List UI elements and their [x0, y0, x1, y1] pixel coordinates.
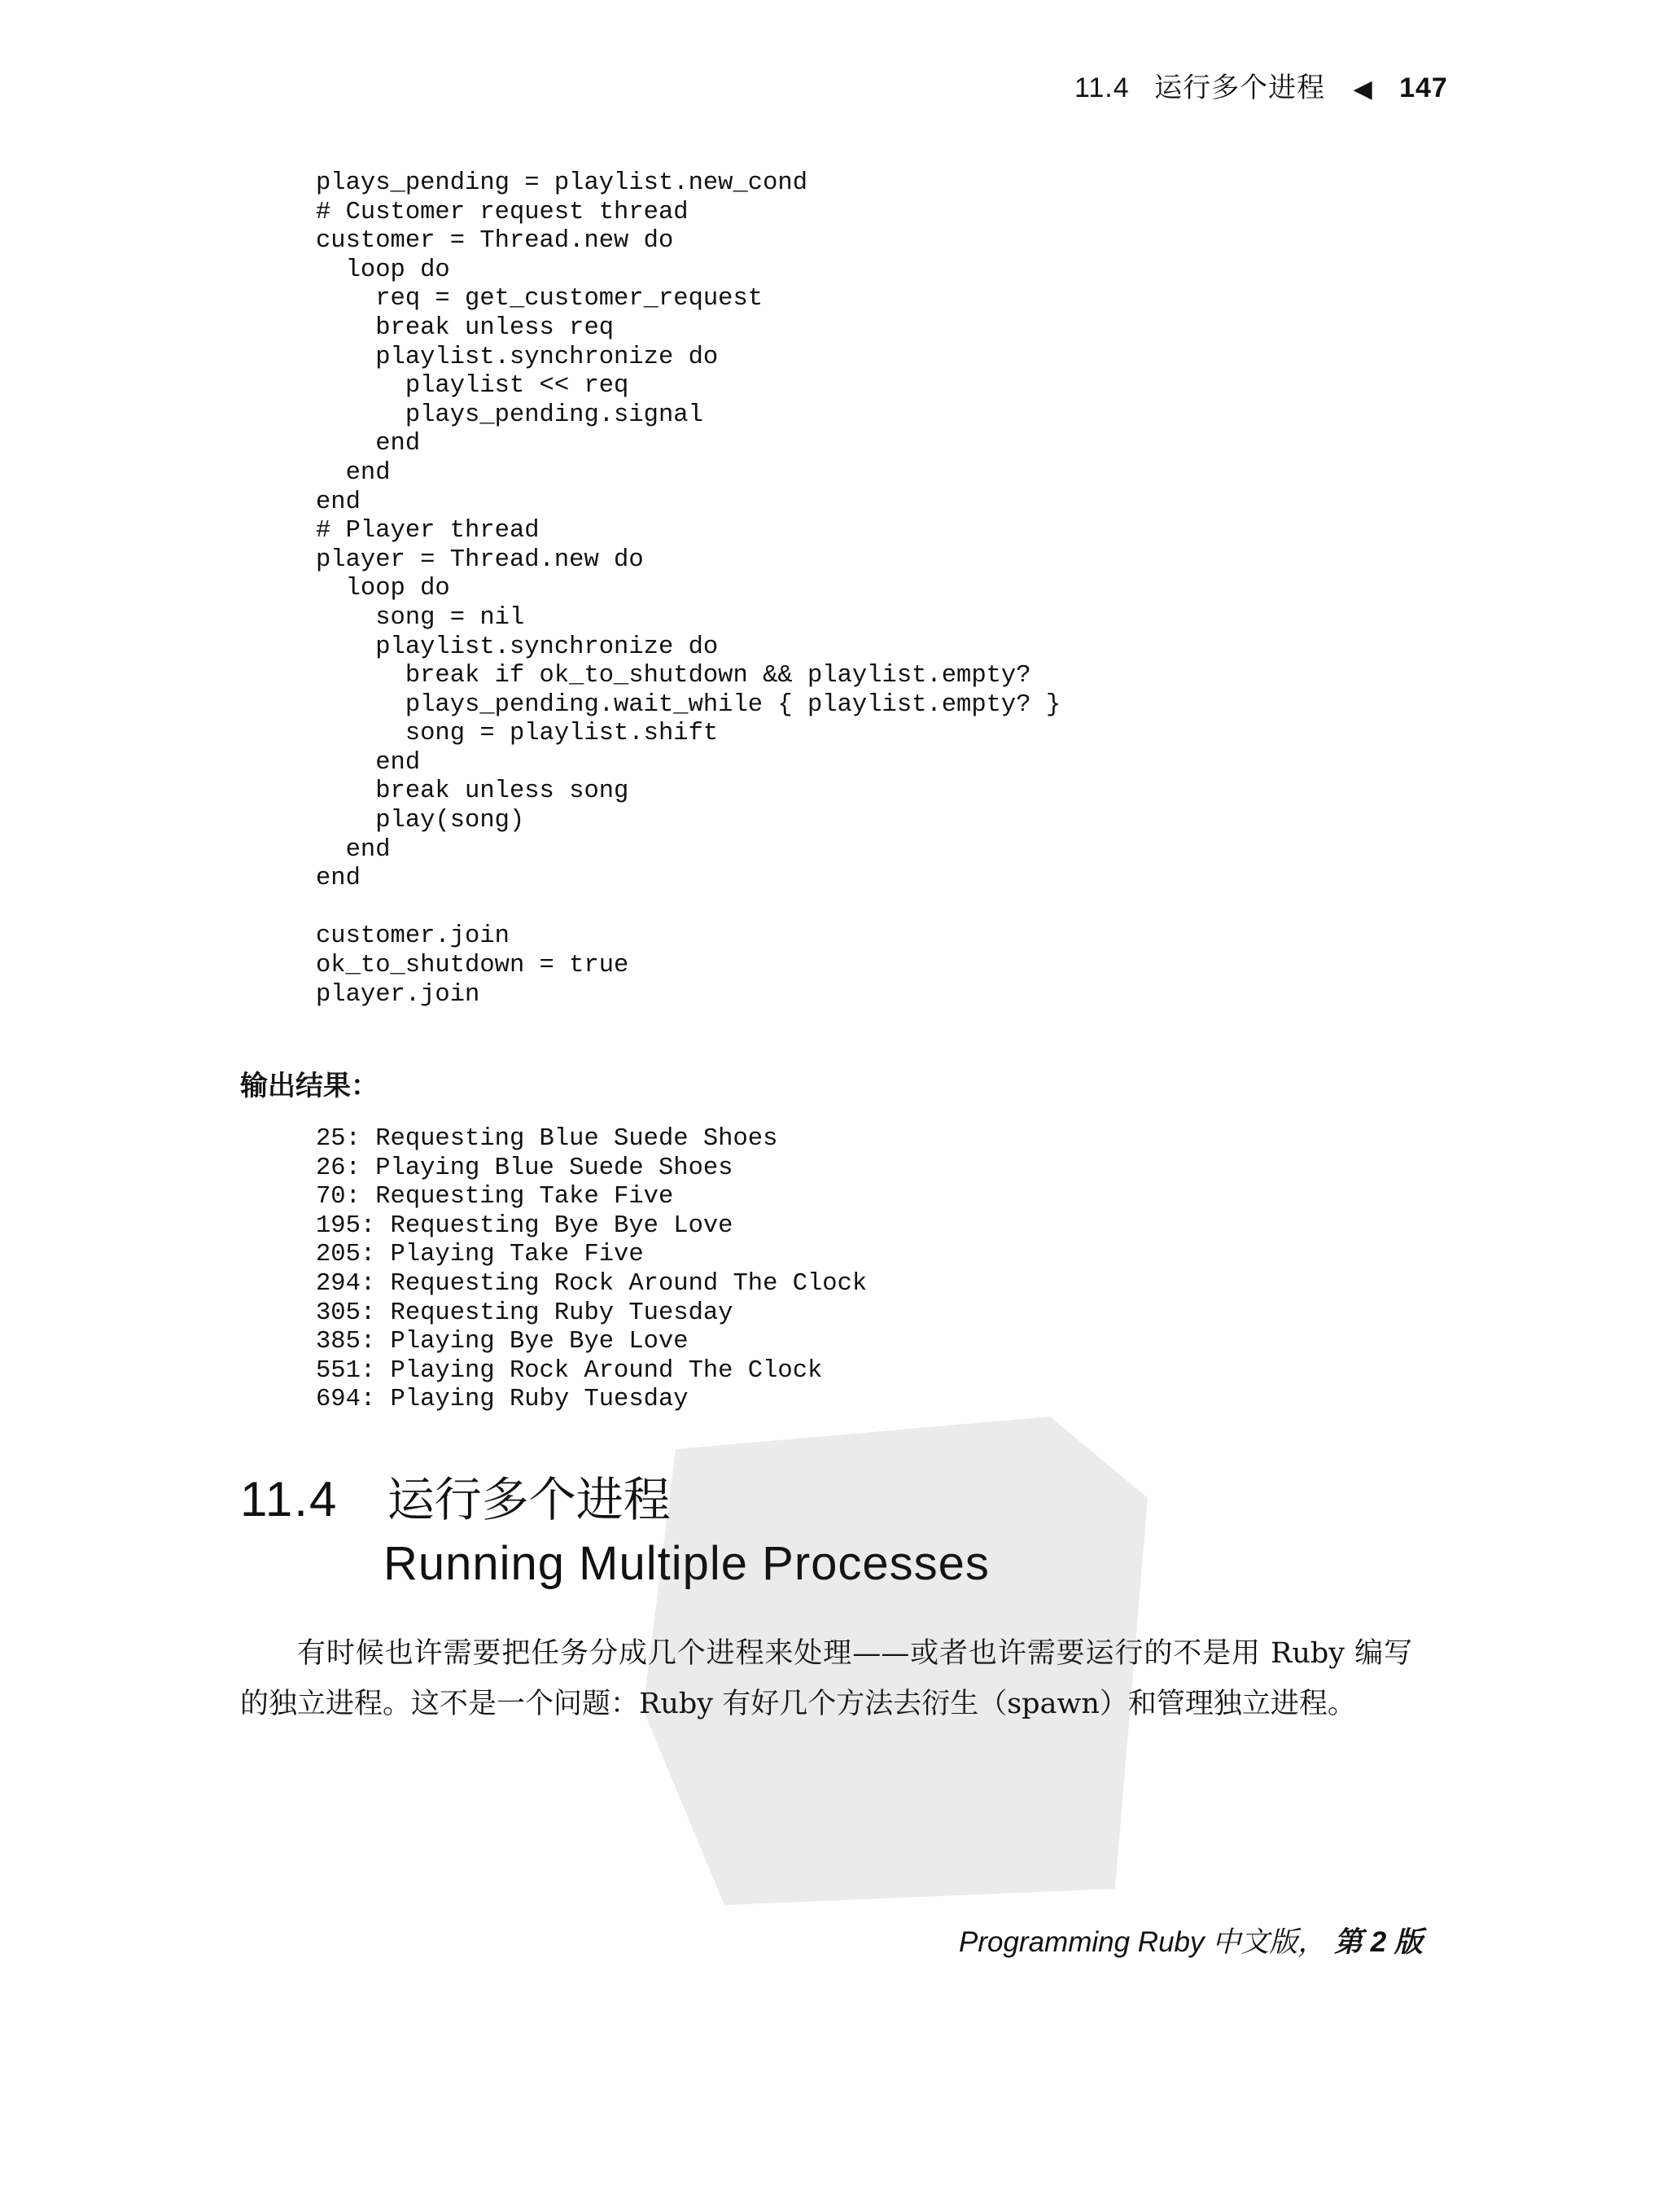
code-line: # Player thread: [316, 517, 540, 545]
code-line: req = get_customer_request: [316, 285, 763, 313]
section-number: 11.4: [240, 1472, 339, 1526]
code-line: break unless song: [316, 777, 629, 806]
running-header: [1074, 65, 1448, 105]
code-line: playlist.synchronize do: [316, 633, 719, 661]
code-line: loop do: [316, 256, 450, 284]
body-paragraph: 有时候也许需要把任务分成几个进程来处理——或者也许需要运行的不是用 Ruby 编写的独立进程。这不是一个问题：Ruby 有好几个方法去衍生（spawn）和管理独立进程。: [240, 1637, 1412, 1720]
footer-title: Programming Ruby 中文版，: [959, 1926, 1327, 1958]
code-line: 25: Requesting Blue Suede Shoes: [316, 1125, 778, 1153]
code-line: 70: Requesting Take Five: [316, 1183, 674, 1211]
code-line: loop do: [316, 575, 450, 603]
code-line: song = nil: [316, 603, 525, 632]
code-line: end: [316, 430, 421, 458]
code-line: 205: Playing Take Five: [316, 1241, 644, 1269]
code-line: player.join: [316, 980, 480, 1009]
code-line: customer = Thread.new do: [316, 227, 674, 256]
code-line: end: [316, 835, 391, 864]
code-line: 305: Requesting Ruby Tuesday: [316, 1299, 733, 1327]
code-line: 26: Playing Blue Suede Shoes: [316, 1154, 733, 1182]
code-line: plays_pending.signal: [316, 401, 703, 429]
code-line: # Customer request thread: [316, 198, 689, 226]
output-label: 输出结果：: [240, 1070, 378, 1102]
code-line: customer.join: [316, 922, 510, 951]
code-line: end: [316, 488, 361, 516]
code-line: ok_to_shutdown = true: [316, 952, 629, 980]
section-heading: [240, 1461, 990, 1590]
header-section-title: 运行多个进程: [1154, 72, 1326, 103]
code-line: [316, 894, 1061, 923]
code-line: song = playlist.shift: [316, 720, 719, 748]
code-line: 385: Playing Bye Bye Love: [316, 1328, 689, 1356]
footer-edition: 第 2 版: [1333, 1926, 1423, 1958]
page-number: 147: [1399, 72, 1448, 103]
code-line: end: [316, 865, 361, 893]
code-line: 694: Playing Ruby Tuesday: [316, 1386, 689, 1414]
code-line: end: [316, 458, 391, 487]
section-title-cn: 运行多个进程: [387, 1474, 671, 1526]
footer-book-title: [959, 1920, 1423, 1960]
code-line: plays_pending = playlist.new_cond: [316, 169, 807, 197]
section-title-en: Running Multiple Processes: [383, 1537, 990, 1590]
code-output-listing: [316, 1125, 867, 1415]
code-listing-threads: [316, 169, 1061, 1010]
code-line: 294: Requesting Rock Around The Clock: [316, 1269, 868, 1298]
code-line: break if ok_to_shutdown && playlist.empty?: [316, 662, 1031, 690]
code-line: play(song): [316, 807, 525, 835]
code-line: 551: Playing Rock Around The Clock: [316, 1356, 823, 1385]
code-line: playlist.synchronize do: [316, 343, 719, 371]
triangle-left-icon: ◀: [1353, 76, 1373, 103]
code-line: end: [316, 748, 421, 777]
header-section-number: 11.4: [1074, 72, 1130, 103]
code-line: 195: Requesting Bye Bye Love: [316, 1211, 733, 1240]
code-line: plays_pending.wait_while { playlist.empty? }: [316, 690, 1061, 719]
code-line: playlist << req: [316, 372, 629, 401]
code-line: break unless req: [316, 313, 615, 342]
code-line: player = Thread.new do: [316, 545, 644, 574]
